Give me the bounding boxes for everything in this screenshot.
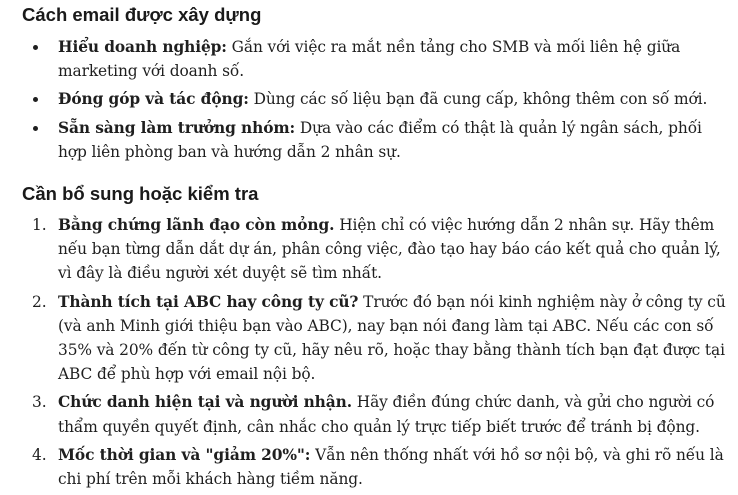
list-item	[22, 390, 727, 438]
list-item	[22, 87, 727, 111]
item-bold-label: Đóng góp và tác động:	[58, 90, 249, 109]
item-number: 2.	[32, 292, 47, 311]
bullet-list	[22, 35, 727, 164]
list-item	[22, 443, 727, 491]
item-text: Dựa vào các điểm có thật là quản lý ngân sách, phối hợp liên phòng ban và hướng dẫn 2 nhân sự.	[58, 118, 702, 161]
item-number: 1.	[32, 216, 47, 235]
list-item	[22, 116, 727, 164]
numbered-list	[22, 213, 727, 491]
item-text: Hãy điền đúng chức danh, và gửi cho người có thẩm quyền quyết định, cân nhắc cho quản lý trực tiếp biết trước để tránh bị động.	[58, 393, 715, 436]
item-bold-label: Chức danh hiện tại và người nhận.	[58, 393, 352, 412]
item-bold-label: Bằng chứng lãnh đạo còn mỏng.	[58, 216, 335, 235]
item-number: 3.	[32, 393, 47, 412]
message-content	[22, 0, 727, 495]
list-item	[22, 213, 727, 286]
item-bold-label: Thành tích tại ABC hay công ty cũ?	[58, 292, 359, 311]
item-bold-label: Hiểu doanh nghiệp:	[58, 38, 227, 56]
item-text: Vẫn nên thống nhất với hồ sơ nội bộ, và ghi rõ nếu là chi phí trên mỗi khách hàng tiềm năng.	[58, 445, 724, 489]
list-item	[22, 35, 727, 83]
section-heading-to-check: Cần bổ sung hoặc kiểm tra	[22, 183, 259, 205]
list-item	[22, 290, 727, 387]
item-number: 4.	[32, 445, 47, 464]
item-text: Gắn với việc ra mắt nền tảng cho SMB và mối liên hệ giữa marketing với doanh số.	[58, 38, 681, 81]
item-bold-label: Sẵn sàng làm trưởng nhóm:	[58, 118, 296, 137]
item-text: Trước đó bạn nói kinh nghiệm này ở công ty cũ (và anh Minh giới thiệu bạn vào ABC), nay bạn nói đang làm tại ABC. Nếu các con số 35% và 20% đến từ công ty cũ, hãy nêu rõ, hoặc thay bằng thành tích bạn đạt được tại ABC để phù hợp với email nội bộ.	[58, 292, 726, 384]
item-bold-label: Mốc thời gian và "giảm 20%":	[58, 445, 311, 464]
item-text: Dùng các số liệu bạn đã cung cấp, không thêm con số mới.	[248, 90, 708, 109]
section-heading-email-structure: Cách email được xây dựng	[22, 4, 262, 25]
item-text: Hiện chỉ có việc hướng dẫn 2 nhân sự. Hãy thêm nếu bạn từng dẫn dắt dự án, phân công việc, đào tạo hay báo cáo kết quả cho quản lý, vì đây là điều người xét duyệt sẽ tìm nhất.	[58, 216, 721, 283]
